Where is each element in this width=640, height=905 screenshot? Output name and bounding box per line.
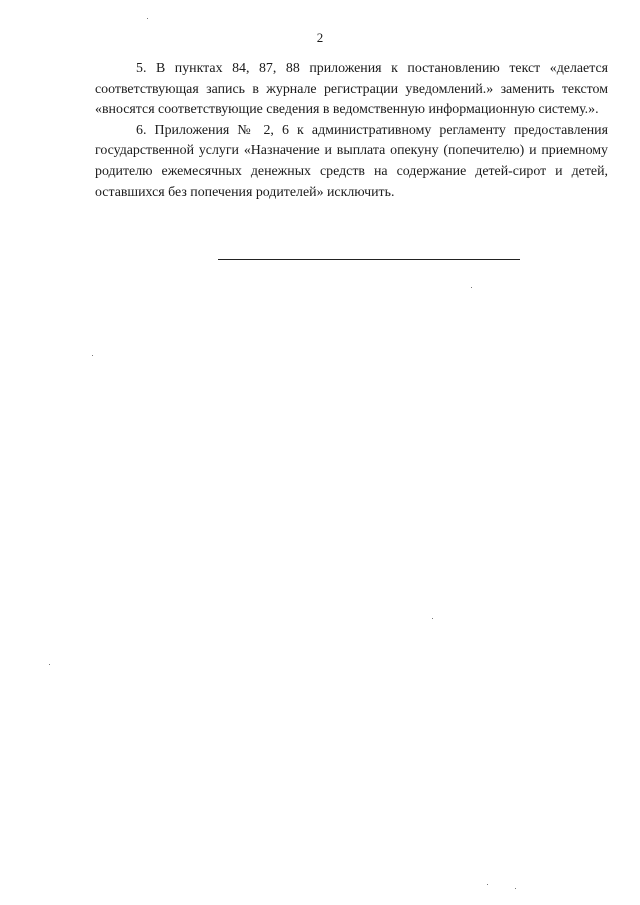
scan-artifact bbox=[92, 355, 93, 356]
closing-separator-line bbox=[218, 259, 520, 260]
scan-artifact bbox=[49, 664, 50, 665]
scan-artifact bbox=[515, 888, 516, 889]
page-number: 2 bbox=[316, 30, 324, 45]
scan-artifact bbox=[432, 618, 433, 619]
paragraph-item-5: 5. В пунктах 84, 87, 88 приложения к постановлению текст «делается соответствующая запись в журнале регистрации уведомлений.» заменить текстом «вносятся соответствующие сведения в ведомственную информационную систему.». bbox=[95, 61, 608, 118]
scan-artifact bbox=[487, 884, 488, 885]
paragraph-item-6: 6. Приложения № 2, 6 к административному регламенту предоставления государственной услуги «Назначение и выплата опекуну (попечителю) и приемному родителю ежемесячных денежных средств на содержание детей-сирот и детей, оставшихся без попечения родителей» исключить. bbox=[95, 122, 608, 200]
document-body bbox=[95, 59, 608, 203]
scan-artifact bbox=[471, 287, 472, 288]
scan-artifact bbox=[147, 18, 148, 19]
